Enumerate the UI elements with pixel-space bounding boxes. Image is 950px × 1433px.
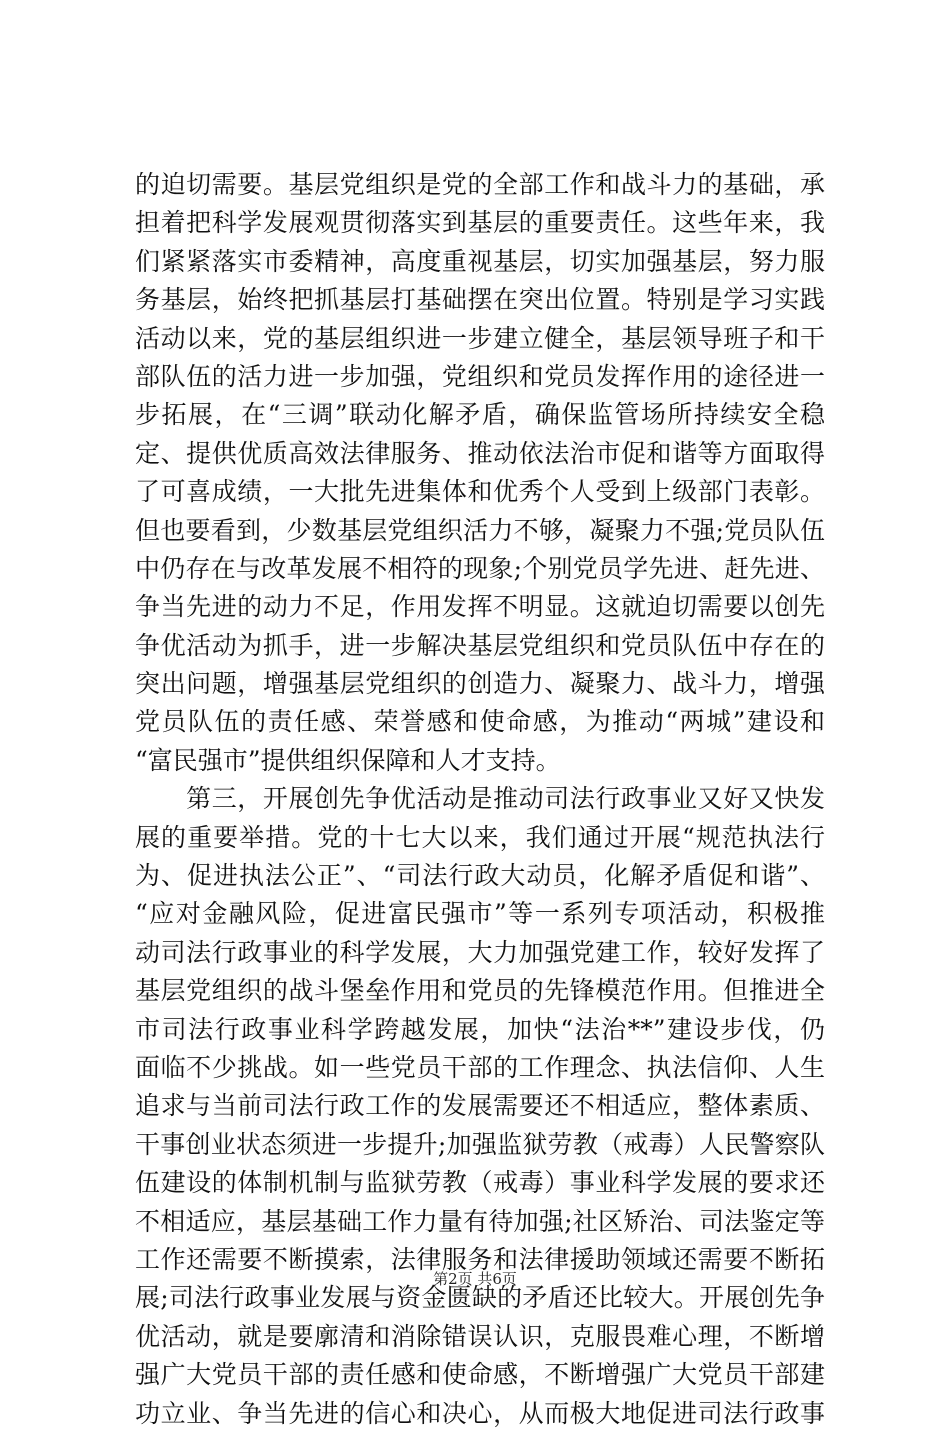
text-line: 们紧紧落实市委精神，高度重视基层，切实加强基层，努力服: [135, 246, 825, 276]
text-line: 展;司法行政事业发展与资金匮缺的矛盾还比较大。开展创先争: [135, 1283, 825, 1313]
text-line: 争优活动为抓手，进一步解决基层党组织和党员队伍中存在的: [135, 630, 825, 660]
text-line: 动司法行政事业的科学发展，大力加强党建工作，较好发挥了: [135, 937, 825, 967]
text-line: 不相适应，基层基础工作力量有待加强;社区矫治、司法鉴定等: [135, 1206, 825, 1236]
text-line: 追求与当前司法行政工作的发展需要还不相适应，整体素质、: [135, 1091, 825, 1121]
text-line: 部队伍的活力进一步加强，党组织和党员发挥作用的途径进一: [135, 361, 825, 391]
text-line: 突出问题，增强基层党组织的创造力、凝聚力、战斗力，增强: [135, 669, 825, 699]
text-line: 但也要看到，少数基层党组织活力不够，凝聚力不强;党员队伍: [135, 515, 825, 545]
text-line: 中仍存在与改革发展不相符的现象;个别党员学先进、赶先进、: [135, 553, 825, 583]
text-line: 第三，开展创先争优活动是推动司法行政事业又好又快发: [135, 784, 825, 814]
text-line: 党员队伍的责任感、荣誉感和使命感，为推动“两城”建设和: [135, 707, 825, 737]
text-line: 步拓展，在“三调”联动化解矛盾，确保监管场所持续安全稳: [135, 400, 825, 430]
text-line: 展的重要举措。党的十七大以来，我们通过开展“规范执法行: [135, 822, 825, 852]
text-line: 担着把科学发展观贯彻落实到基层的重要责任。这些年来，我: [135, 208, 825, 238]
text-line: 功立业、争当先进的信心和决心，从而极大地促进司法行政事: [135, 1398, 825, 1428]
text-line: 面临不少挑战。如一些党员干部的工作理念、执法信仰、人生: [135, 1052, 825, 1082]
text-line: “富民强市”提供组织保障和人才支持。: [135, 745, 561, 775]
text-line: 基层党组织的战斗堡垒作用和党员的先锋模范作用。但推进全: [135, 976, 825, 1006]
text-line: 伍建设的体制机制与监狱劳教（戒毒）事业科学发展的要求还: [135, 1168, 825, 1198]
text-line: 争当先进的动力不足，作用发挥不明显。这就迫切需要以创先: [135, 592, 825, 622]
text-line: 定、提供优质高效法律服务、推动依法治市促和谐等方面取得: [135, 438, 825, 468]
text-line: “应对金融风险，促进富民强市”等一系列专项活动，积极推: [135, 899, 825, 929]
body-text: [135, 166, 825, 1433]
text-line: 了可喜成绩，一大批先进集体和优秀个人受到上级部门表彰。: [135, 477, 825, 507]
text-line: 为、促进执法公正”、“司法行政大动员，化解矛盾促和谐”、: [135, 861, 825, 891]
text-line: 优活动，就是要廓清和消除错误认识，克服畏难心理，不断增: [135, 1321, 825, 1351]
text-line: 市司法行政事业科学跨越发展，加快“法治**”建设步伐，仍: [135, 1014, 825, 1044]
text-line: 干事创业状态须进一步提升;加强监狱劳教（戒毒）人民警察队: [135, 1129, 825, 1159]
text-line: 活动以来，党的基层组织进一步建立健全，基层领导班子和干: [135, 323, 825, 353]
text-line: 务基层，始终把抓基层打基础摆在突出位置。特别是学习实践: [135, 285, 825, 315]
text-line: 工作还需要不断摸索，法律服务和法律援助领域还需要不断拓: [135, 1244, 825, 1274]
text-line: 强广大党员干部的责任感和使命感，不断增强广大党员干部建: [135, 1360, 825, 1390]
page-footer: 第2页 共6页: [433, 1270, 517, 1288]
text-line: 的迫切需要。基层党组织是党的全部工作和战斗力的基础，承: [135, 170, 825, 199]
